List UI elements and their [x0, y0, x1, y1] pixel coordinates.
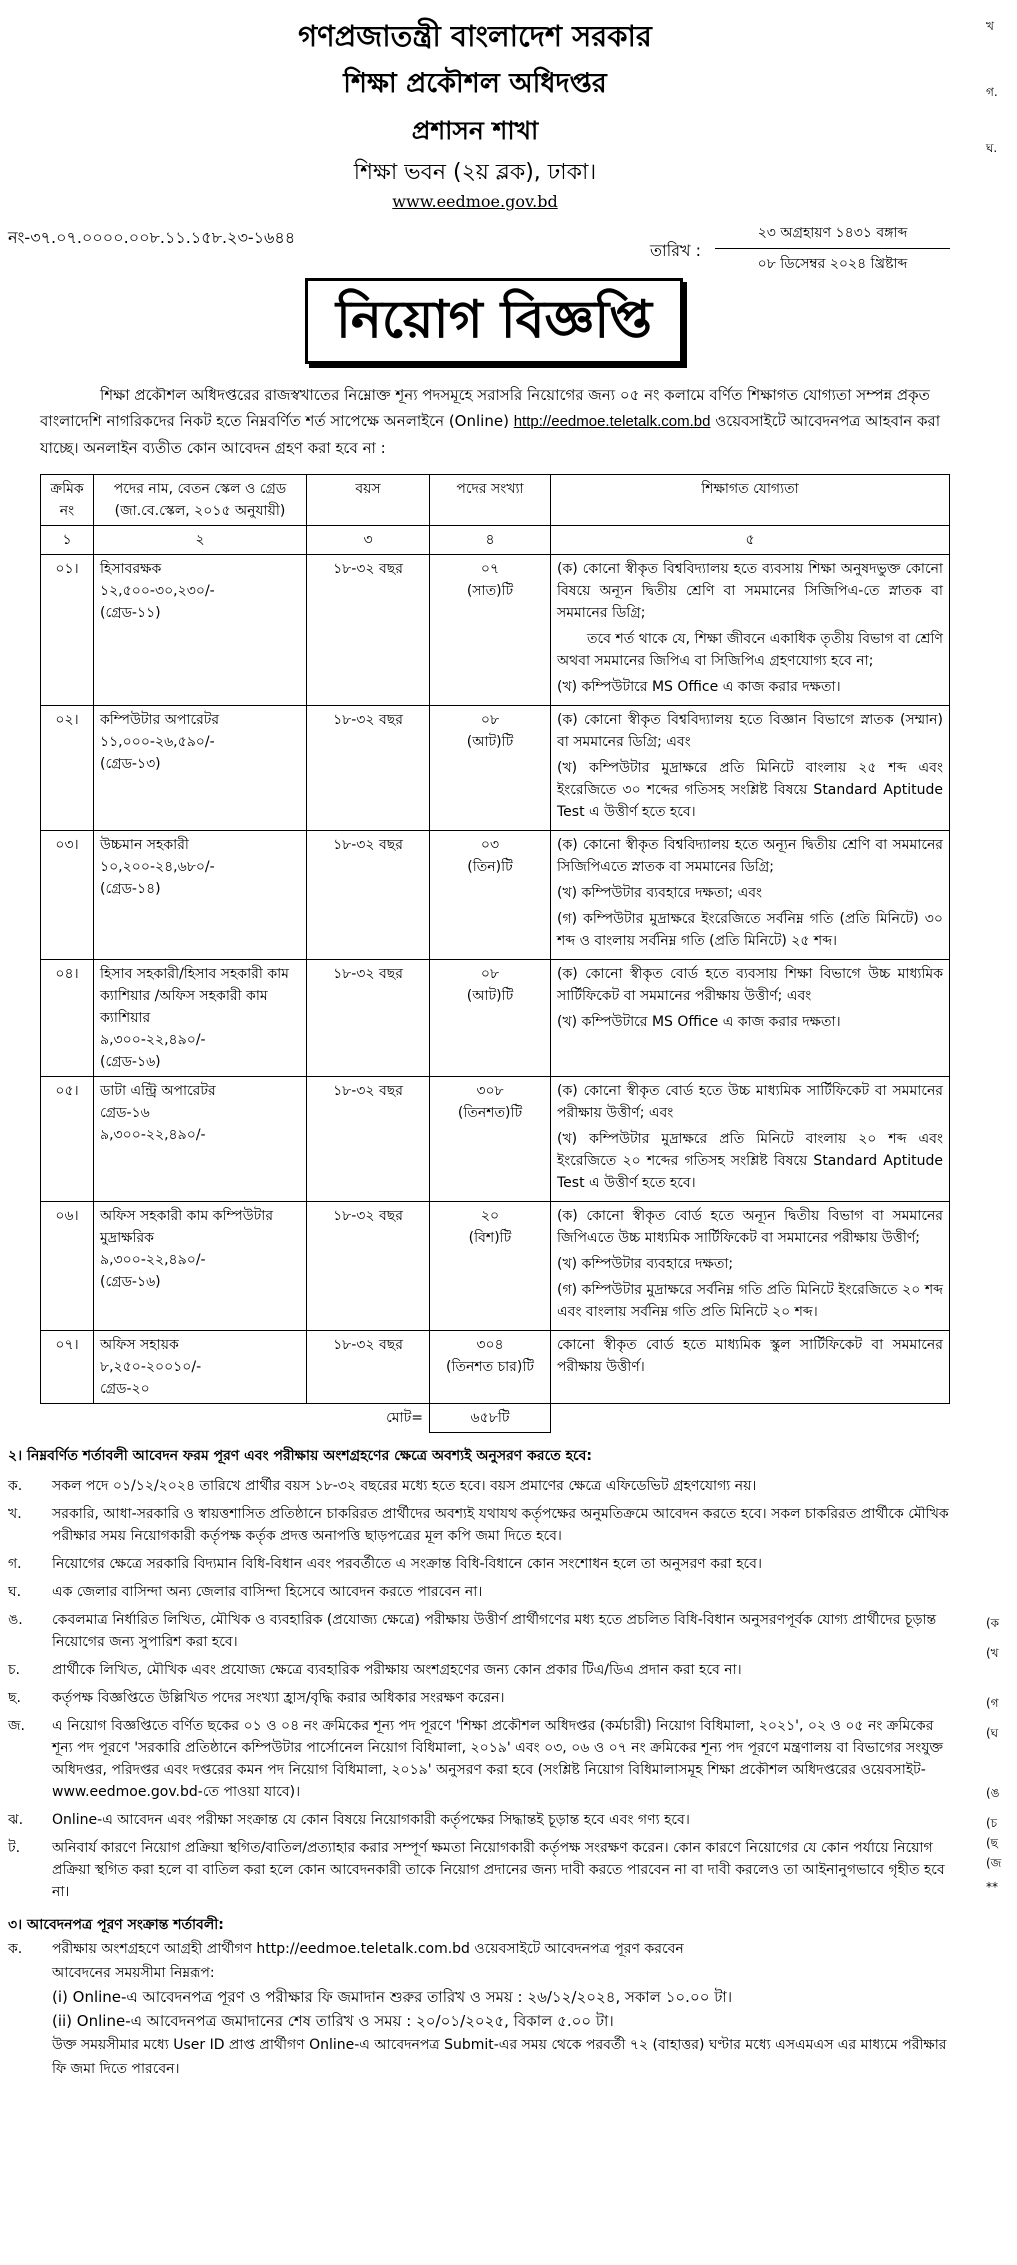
col-number: ৩ [307, 526, 430, 555]
post-count: ০৮ [480, 712, 500, 728]
clause-text: নিয়োগের ক্ষেত্রে সরকারি বিদ্যমান বিধি-বিধান এবং পরবর্তীতে এ সংক্রান্ত বিধি-বিধানে কোন সংশোধন হলে তা অনুসরণ করা হবে। [52, 1556, 762, 1572]
clause-key: ছ. [8, 1690, 21, 1706]
post-count: ০৭ [480, 561, 500, 577]
margin-mark: ** [986, 1880, 998, 1894]
clause-key: ঘ. [8, 1584, 22, 1600]
clause-key: চ. [8, 1662, 21, 1678]
condition-clause [8, 1503, 953, 1547]
qualification-item: (ক) কোনো স্বীকৃত বোর্ড হতে ব্যবসায় শিক্ষা বিভাগে উচ্চ মাধ্যমিক সার্টিফিকেট বা সমমানের পরীক্ষায় উত্তীর্ণ; এবং [557, 966, 943, 1004]
date-label: তারিখ : [650, 241, 702, 260]
qualification-item: (গ) কম্পিউটার মুদ্রাক্ষরে ইংরেজিতে সর্বনিম্ন গতি (প্রতি মিনিটে) ৩০ শব্দ ও বাংলায় সর্বনিম্ন গতি (প্রতি মিনিটে) ২৫ শব্দ। [557, 911, 943, 949]
post-count: (তিন)টি [467, 859, 513, 875]
post-name: ডাটা এন্ট্রি অপারেটর [100, 1083, 216, 1099]
condition-clause [8, 1581, 953, 1603]
clause-key: গ. [8, 1556, 22, 1572]
margin-mark: খ [986, 19, 994, 33]
total-value: ৬৫৮টি [430, 1404, 551, 1433]
margin-mark: (খ [986, 1646, 999, 1660]
section-3 [8, 1913, 953, 2081]
column-number-row [41, 526, 950, 555]
pay-scale: (গ্রেড-১৩) [100, 756, 161, 772]
col-number: ৫ [551, 526, 950, 555]
fee-deadline: উক্ত সময়সীমার মধ্যে User ID প্রাপ্ত প্রার্থীগণ Online-এ আবেদনপত্র Submit-এর সময় থেকে পরবর্তী ৭২ (বাহাত্তর) ঘণ্টার মধ্যে এসএমএস এর মাধ্যমে পরীক্ষার ফি জমা দিতে পারবেন। [52, 2037, 947, 2077]
table-row [41, 960, 950, 1077]
header-count: পদের সংখ্যা [430, 475, 551, 526]
post-count: ২০ [480, 1208, 500, 1224]
serial-number: ০২। [55, 712, 79, 728]
post-count: ৩০৪ [476, 1337, 504, 1353]
post-name: কম্পিউটার অপারেটর [100, 712, 220, 728]
clause-key: জ. [8, 1718, 25, 1734]
condition-clause [8, 1475, 953, 1497]
total-label: মোট= [41, 1404, 430, 1433]
qualification-item: (গ) কম্পিউটার মুদ্রাক্ষরে সর্বনিম্ন গতি প্রতি মিনিটে ইংরেজিতে ২০ শব্দ এবং বাংলায় সর্বনিম্ন গতি প্রতি মিনিটে ২০ শব্দ। [557, 1282, 943, 1320]
date-bangla: ২৩ অগ্রহায়ণ ১৪৩১ বঙ্গাব্দ [715, 218, 950, 249]
condition-clause [8, 1659, 953, 1681]
condition-clause [8, 1687, 953, 1709]
clause-text: এ নিয়োগ বিজ্ঞপ্তিতে বর্ণিত ছকের ০১ ও ০৪ নং ক্রমিকের শূন্য পদ পূরণে 'শিক্ষা প্রকৌশল অধিদপ্তর (কর্মচারী) নিয়োগ বিধিমালা, ২০২১', ০২ ও ০৫ নং ক্রমিকের শূন্য পদ পূরণে 'সরকারি প্রতিষ্ঠানে কম্পিউটার পার্সোনেল নিয়োগ বিধিমালা, ২০১৯' এবং ০৩, ০৬ ও ০৭ নং ক্রমিকের শূন্য পদ পূরণে মন্ত্রণালয় বা বিভাগের সংযুক্ত অধিদপ্তর, পরিদপ্তর এবং দপ্তরের কমন পদ নিয়োগ বিধিমালা, ২০১৯' অনুসরণ করা হবে (সংশ্লিষ্ট নিয়োগ বিধিমালাসমূহ শিক্ষা প্রকৌশল অধিদপ্তরের ওয়েবসাইট-www.eedmoe.gov.bd-তে পাওয়া যাবে)। [52, 1718, 943, 1800]
col-number: ৪ [430, 526, 551, 555]
post-count: (আট)টি [466, 988, 514, 1004]
serial-number: ০৬। [55, 1208, 79, 1224]
margin-mark: (ঙ [986, 1786, 1000, 1800]
serial-number: ০৭। [55, 1337, 79, 1353]
age-limit: ১৮-৩২ বছর [333, 1337, 403, 1353]
branch-name: প্রশাসন শাখা [411, 116, 539, 145]
serial-number: ০৫। [55, 1083, 79, 1099]
table-row [41, 1331, 950, 1404]
count-cell [430, 831, 551, 960]
post-name: উচ্চমান সহকারী [100, 837, 189, 853]
post-cell [94, 706, 307, 831]
qualification-item: (ক) কোনো স্বীকৃত বিশ্ববিদ্যালয় হতে অন্যূন দ্বিতীয় শ্রেণি বা সমমানের সিজিপিএতে স্নাতক বা সমমানের ডিগ্রি; [557, 837, 943, 875]
post-cell [94, 1202, 307, 1331]
period-start: (i) Online-এ আবেদনপত্র পূরণ ও পরীক্ষার ফি জমাদান শুরুর তারিখ ও সময় : ২৬/১২/২০২৪, সকাল ১০.০০ টা। [52, 1988, 733, 2006]
qualification-item: (ক) কোনো স্বীকৃত বোর্ড হতে অন্যূন দ্বিতীয় বিভাগ বা সমমানের জিপিএতে উচ্চ মাধ্যমিক সার্টিফিকেট বা সমমানের পরীক্ষায় উত্তীর্ণ; [557, 1208, 943, 1246]
date-english: ০৮ ডিসেম্বর ২০২৪ খ্রিষ্টাব্দ [757, 256, 908, 272]
qualification-cell [551, 831, 950, 960]
serial-cell [41, 1331, 94, 1404]
post-name: অফিস সহায়ক [100, 1337, 179, 1353]
condition-clause [8, 1609, 953, 1653]
age-cell [307, 831, 430, 960]
condition-clause [8, 1715, 953, 1803]
post-count: (তিনশত)টি [457, 1105, 523, 1121]
clause-text: সকল পদে ০১/১২/২০২৪ তারিখে প্রার্থীর বয়স ১৮-৩২ বছরের মধ্যে হতে হবে। বয়স প্রমাণের ক্ষেত্রে এফিডেভিট গ্রহণযোগ্য নয়। [52, 1478, 757, 1494]
margin-mark: ঘ. [986, 141, 998, 155]
margin-mark: (ঘ [986, 1726, 999, 1740]
qualification-cell [551, 960, 950, 1077]
serial-cell [41, 555, 94, 706]
pay-scale: ৯,৩০০-২২,৪৯০/- [100, 1127, 206, 1143]
clause-text: অনিবার্য কারণে নিয়োগ প্রক্রিয়া স্থগিত/বাতিল/প্রত্যাহার করার সম্পূর্ণ ক্ষমতা নিয়োগকারী কর্তৃপক্ষ সংরক্ষণ করেন। কোন কারণে নিয়োগের যে কোন পর্যায়ে নিয়োগ প্রক্রিয়া স্থগিত করা হলে বা বাতিল করা হলে কোন আবেদনকারী তাকে নিয়োগ প্রদানের জন্য দাবী করতে পারবেন না বা দাবী করলেও তা আইনানুগভাবে গৃহীত হবে না। [52, 1840, 945, 1900]
pay-scale: ১২,৫০০-৩০,২৩০/- [100, 583, 215, 599]
age-limit: ১৮-৩২ বছর [333, 712, 403, 728]
intro-part2: ওয়েবসাইটে আবেদনপত্র আহবান করা যাচ্ছে। অনলাইন ব্যতীত কোন আবেদন গ্রহণ করা হবে না : [40, 412, 941, 457]
header-age: বয়স [307, 475, 430, 526]
table-row [41, 831, 950, 960]
clause-key: ঝ. [8, 1812, 24, 1828]
post-count: (বিশ)টি [468, 1230, 512, 1246]
post-count: ৩০৮ [476, 1083, 504, 1099]
count-cell [430, 960, 551, 1077]
clause-key: খ. [8, 1506, 22, 1522]
condition-clause [8, 1837, 953, 1903]
post-cell [94, 1077, 307, 1202]
clause-3-ka: পরীক্ষায় অংশগ্রহণে আগ্রহী প্রার্থীগণ http://eedmoe.teletalk.com.bd ওয়েবসাইটে আবেদনপত্র পূরণ করবেন [52, 1941, 684, 1957]
qualification-item: (খ) কম্পিউটার ব্যবহারে দক্ষতা; [557, 1256, 734, 1272]
intro-part1: শিক্ষা প্রকৌশল অধিদপ্তরের রাজস্বখাতের নিম্নোক্ত শূন্য পদসমূহে সরাসরি নিয়োগের জন্য ০৫ নং কলামে বর্ণিত শিক্ষাগত যোগ্যতা সম্পন্ন প্রকৃত বাংলাদেশি নাগরিকদের নিকট হতে নিম্নবর্ণিত শর্ত সাপেক্ষে অনলাইনে (Online) [40, 386, 930, 430]
pay-scale: (গ্রেড-১৬) [100, 1274, 161, 1290]
serial-cell [41, 706, 94, 831]
qualification-item: তবে শর্ত থাকে যে, শিক্ষা জীবনে একাধিক তৃতীয় বিভাগ বা শ্রেণি অথবা সমমানের জিপিএ বা সিজিপিএ গ্রহণযোগ্য হবে না; [557, 631, 943, 669]
qualification-cell [551, 1202, 950, 1331]
clause-text: এক জেলার বাসিন্দা অন্য জেলার বাসিন্দা হিসেবে আবেদন করতে পারবেন না। [52, 1584, 483, 1600]
age-limit: ১৮-৩২ বছর [333, 561, 403, 577]
qualification-item: (খ) কম্পিউটার মুদ্রাক্ষরে প্রতি মিনিটে বাংলায় ২০ শব্দ এবং ইংরেজিতে ২০ শব্দের গতিসহ সংশ্লিষ্ট বিষয়ে Standard Aptitude Test এ উত্তীর্ণ হতে হবে। [557, 1131, 943, 1191]
count-cell [430, 706, 551, 831]
table-row [41, 706, 950, 831]
clause-key: ক. [8, 1478, 23, 1494]
serial-cell [41, 831, 94, 960]
col-number: ১ [41, 526, 94, 555]
margin-mark: (চ [986, 1816, 998, 1830]
header-qualification: শিক্ষাগত যোগ্যতা [551, 475, 950, 526]
age-limit: ১৮-৩২ বছর [333, 966, 403, 982]
qualification-item: (খ) কম্পিউটার ব্যবহারে দক্ষতা; এবং [557, 885, 763, 901]
count-cell [430, 1331, 551, 1404]
count-cell [430, 1077, 551, 1202]
govt-header: গণপ্রজাতন্ত্রী বাংলাদেশ সরকার [298, 19, 652, 53]
qualification-cell [551, 555, 950, 706]
table-row [41, 1077, 950, 1202]
condition-clause [8, 1809, 953, 1831]
pay-scale: গ্রেড-২০ [100, 1381, 150, 1397]
pay-scale: (গ্রেড-১৪) [100, 881, 161, 897]
clause-key: ঙ. [8, 1612, 23, 1628]
intro-paragraph [40, 382, 950, 461]
qualification-item: (ক) কোনো স্বীকৃত বিশ্ববিদ্যালয় হতে বিজ্ঞান বিভাগে স্নাতক (সম্মান) বা সমমানের ডিগ্রি; এবং [557, 712, 943, 750]
notice-title: নিয়োগ বিজ্ঞপ্তি [305, 278, 683, 364]
count-cell [430, 1202, 551, 1331]
qualification-item: (খ) কম্পিউটার মুদ্রাক্ষরে প্রতি মিনিটে বাংলায় ২৫ শব্দ এবং ইংরেজিতে ৩০ শব্দের গতিসহ সংশ্লিষ্ট বিষয়ে Standard Aptitude Test এ উত্তীর্ণ হতে হবে। [557, 760, 943, 820]
table-row [41, 555, 950, 706]
pay-scale: ৮,২৫০-২০০১০/- [100, 1359, 202, 1375]
qualification-item: কোনো স্বীকৃত বোর্ড হতে মাধ্যমিক স্কুল সার্টিফিকেট বা সমমানের পরীক্ষায় উত্তীর্ণ। [557, 1337, 943, 1375]
age-limit: ১৮-৩২ বছর [333, 837, 403, 853]
memo-number: নং-৩৭.০৭.০০০০.০০৮.১১.১৫৮.২৩-১৬৪৪ [8, 228, 296, 247]
post-name: হিসাব সহকারী/হিসাব সহকারী কাম ক্যাশিয়ার /অফিস সহকারী কাম ক্যাশিয়ার [100, 966, 289, 1026]
qualification-item: (ক) কোনো স্বীকৃত বিশ্ববিদ্যালয় হতে ব্যবসায় শিক্ষা অনুষদভুক্ত কোনো বিষয়ে অন্যূন দ্বিতীয় শ্রেণি বা সমমানের সিজিপিএ-তে স্নাতক বা সমমানের ডিগ্রি; [557, 561, 943, 621]
qualification-item: (খ) কম্পিউটারে MS Office এ কাজ করার দক্ষতা। [557, 1014, 841, 1030]
age-cell [307, 706, 430, 831]
teletalk-link[interactable]: http://eedmoe.teletalk.com.bd [513, 413, 711, 430]
qualification-cell [551, 1077, 950, 1202]
website-link[interactable]: www.eedmoe.gov.bd [392, 192, 558, 211]
condition-clause [8, 1553, 953, 1575]
post-count: (তিনশত চার)টি [446, 1359, 534, 1375]
clause-text: কর্তৃপক্ষ বিজ্ঞপ্তিতে উল্লিখিত পদের সংখ্যা হ্রাস/বৃদ্ধি করার অধিকার সংরক্ষণ করেন। [52, 1690, 505, 1706]
section-3-heading: ৩। আবেদনপত্র পূরণ সংক্রান্ত শর্তাবলী: [8, 1917, 224, 1933]
clause-text: প্রার্থীকে লিখিত, মৌখিক এবং প্রযোজ্য ক্ষেত্রে ব্যবহারিক পরীক্ষায় অংশগ্রহণের জন্য কোন প্রকার টিএ/ডিএ প্রদান করা হবে না। [52, 1662, 742, 1678]
table-header-row [41, 475, 950, 526]
post-cell [94, 960, 307, 1077]
post-cell [94, 831, 307, 960]
office-address: শিক্ষা ভবন (২য় ব্লক), ঢাকা। [353, 160, 597, 185]
col-number: ২ [94, 526, 307, 555]
pay-scale: ৯,৩০০-২২,৪৯০/- [100, 1252, 206, 1268]
pay-scale: (গ্রেড-১৬) [100, 1054, 161, 1070]
pay-scale: (গ্রেড-১১) [100, 605, 161, 621]
post-count: ০৩ [480, 837, 500, 853]
period-end: (ii) Online-এ আবেদনপত্র জমাদানের শেষ তারিখ ও সময় : ২০/০১/২০২৫, বিকাল ৫.০০ টা। [52, 2012, 614, 2030]
post-count: (আট)টি [466, 734, 514, 750]
clause-key: ক. [8, 1941, 23, 1957]
qualification-cell [551, 1331, 950, 1404]
total-row [41, 1404, 950, 1433]
age-cell [307, 1331, 430, 1404]
section-2-heading: ২। নিম্নবর্ণিত শর্তাবলী আবেদন ফরম পূরণ এবং পরীক্ষায় অংশগ্রহণের ক্ষেত্রে অবশ্যই অনুসরণ করতে হবে: [8, 1448, 593, 1464]
clause-text: Online-এ আবেদন এবং পরীক্ষা সংক্রান্ত যে কোন বিষয়ে নিয়োগকারী কর্তৃপক্ষের সিদ্ধান্তই চূড়ান্ত হবে এবং গণ্য হবে। [52, 1812, 690, 1828]
pay-scale: গ্রেড-১৬ [100, 1105, 150, 1121]
post-cell [94, 1331, 307, 1404]
serial-number: ০৩। [55, 837, 79, 853]
post-cell [94, 555, 307, 706]
department-name: শিক্ষা প্রকৌশল অধিদপ্তর [343, 68, 607, 99]
serial-cell [41, 1202, 94, 1331]
date-box [715, 218, 950, 279]
margin-mark: (জ [986, 1856, 1002, 1870]
posts-table [40, 474, 950, 1433]
age-cell [307, 960, 430, 1077]
pay-scale: ৯,৩০০-২২,৪৯০/- [100, 1032, 206, 1048]
age-cell [307, 1077, 430, 1202]
period-label: আবেদনের সময়সীমা নিম্নরূপ: [52, 1965, 215, 1981]
age-cell [307, 1202, 430, 1331]
post-name: হিসাবরক্ষক [100, 561, 162, 577]
serial-number: ০৪। [55, 966, 79, 982]
clause-text: কেবলমাত্র নির্ধারিত লিখিত, মৌখিক ও ব্যবহারিক (প্রযোজ্য ক্ষেত্রে) পরীক্ষায় উত্তীর্ণ প্রার্থীগণের মধ্য হতে প্রচলিত বিধি-বিধান অনুসরণপূর্বক যোগ্য প্রার্থীদের চূড়ান্ত নিয়োগের জন্য সুপারিশ করা হবে। [52, 1612, 937, 1650]
pay-scale: ১১,০০০-২৬,৫৯০/- [100, 734, 215, 750]
clause-key: ট. [8, 1840, 21, 1856]
qualification-cell [551, 706, 950, 831]
clause-text: সরকারি, আধা-সরকারি ও স্বায়ত্তশাসিত প্রতিষ্ঠানে চাকরিরত প্রার্থীদের অবশ্যই যথাযথ কর্তৃপক্ষের অনুমতিক্রমে আবেদন করতে হবে। সকল চাকরিরত প্রার্থীকে মৌখিক পরীক্ষার সময় নিয়োগকারী কর্তৃপক্ষ কর্তৃক প্রদত্ত অনাপত্তি ছাড়পত্রের মূল কপি জমা দিতে হবে। [52, 1506, 949, 1544]
header-post: পদের নাম, বেতন স্কেল ও গ্রেড (জা.বে.স্কেল, ২০১৫ অনুযায়ী) [94, 475, 307, 526]
qualification-item: (ক) কোনো স্বীকৃত বোর্ড হতে উচ্চ মাধ্যমিক সার্টিফিকেট বা সমমানের পরীক্ষায় উত্তীর্ণ; এবং [557, 1083, 943, 1121]
post-count: ০৮ [480, 966, 500, 982]
post-name: অফিস সহকারী কাম কম্পিউটার মুদ্রাক্ষরিক [100, 1208, 274, 1246]
margin-mark: (ক [986, 1616, 1000, 1630]
age-cell [307, 555, 430, 706]
age-limit: ১৮-৩২ বছর [333, 1083, 403, 1099]
count-cell [430, 555, 551, 706]
serial-number: ০১। [55, 561, 79, 577]
margin-mark: গ. [986, 85, 998, 99]
qualification-item: (খ) কম্পিউটারে MS Office এ কাজ করার দক্ষতা। [557, 679, 841, 695]
age-limit: ১৮-৩২ বছর [333, 1208, 403, 1224]
margin-mark: (গ [986, 1696, 999, 1710]
serial-cell [41, 960, 94, 1077]
table-row [41, 1202, 950, 1331]
margin-mark: (ছ [986, 1836, 998, 1850]
header-serial: ক্রমিক নং [41, 475, 94, 526]
post-count: (সাত)টি [466, 583, 514, 599]
serial-cell [41, 1077, 94, 1202]
pay-scale: ১০,২০০-২৪,৬৮০/- [100, 859, 215, 875]
